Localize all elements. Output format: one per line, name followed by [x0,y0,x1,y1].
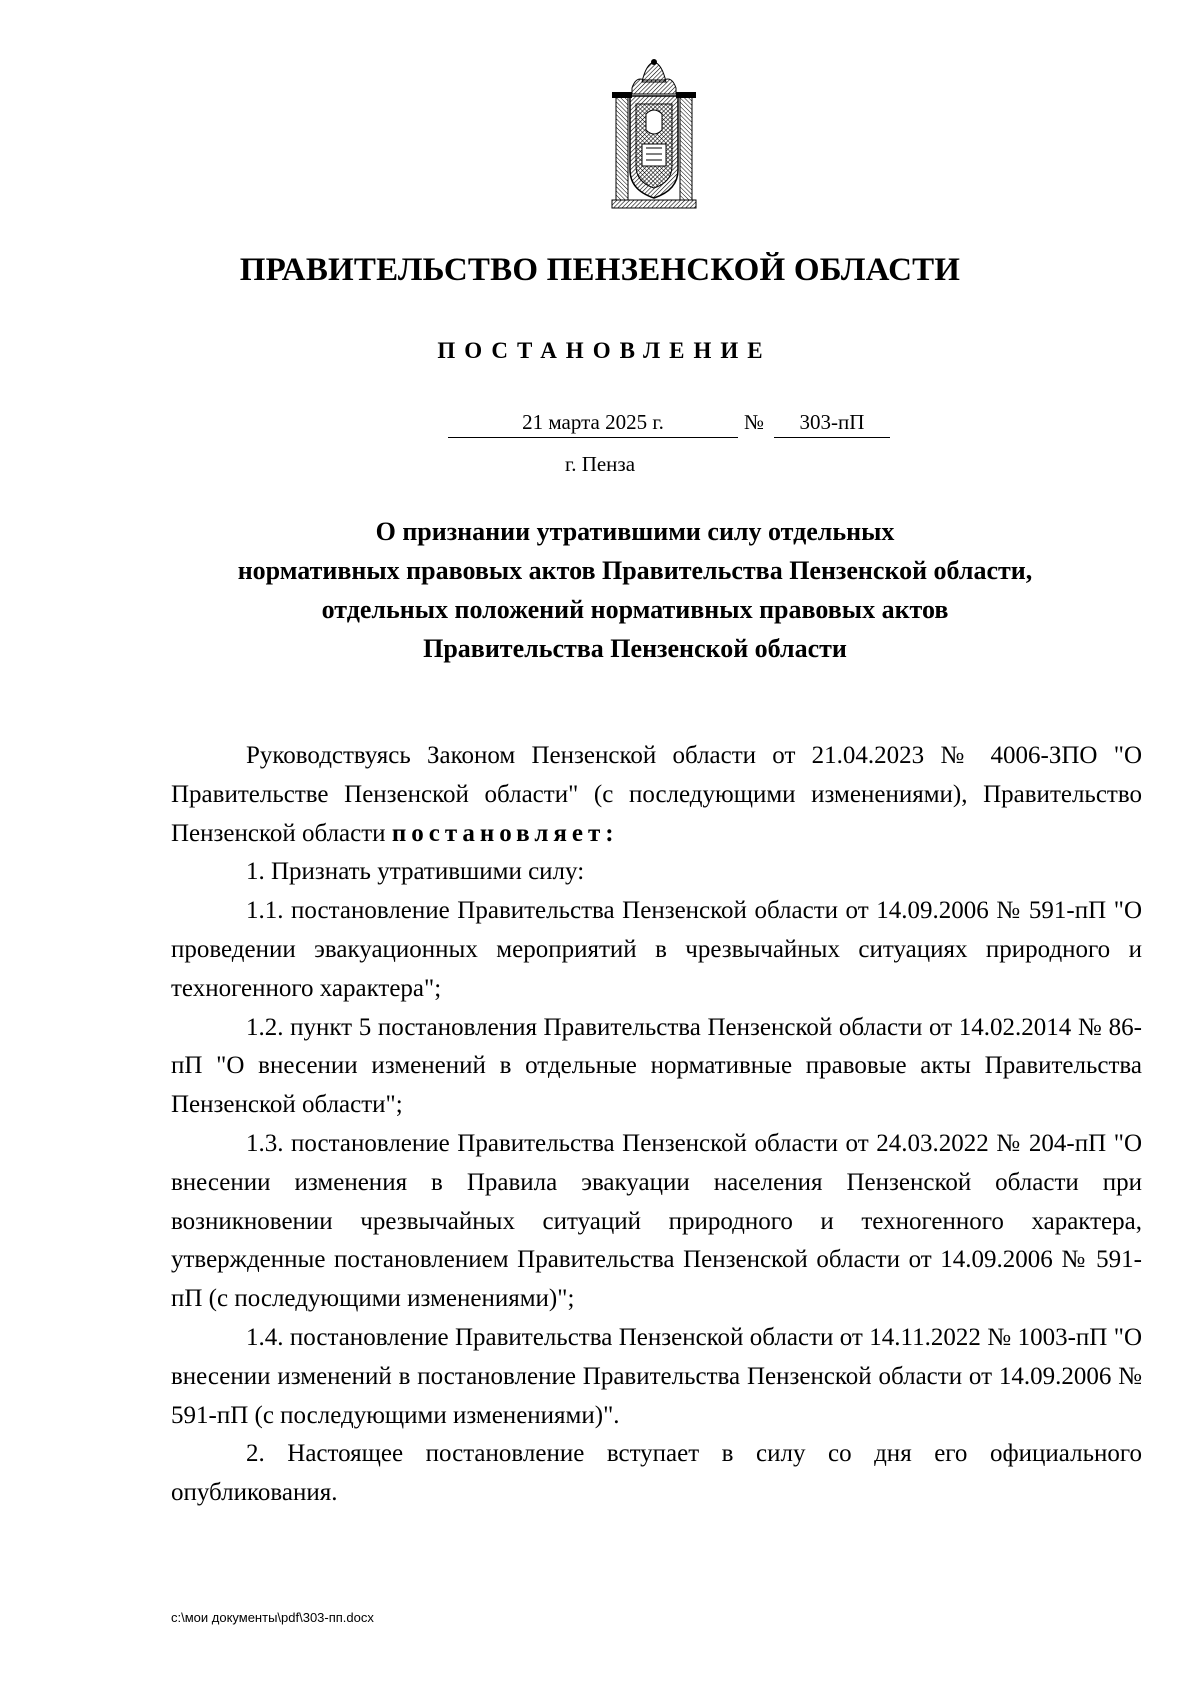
document-date: 21 марта 2025 г. [448,410,738,438]
preamble-paragraph [171,737,1142,853]
clause-1: 1. Признать утратившими силу: [246,858,585,886]
clause-1-4: 1.4. постановление Правительства Пензенской области от 14.11.2022 № 1003-пП "О внесении изменений в постановление Правительства Пензенской области от 14.09.2006 № 591-пП (с последующими изменениями)". [171,1323,1142,1429]
preamble-text: Руководствуясь Законом Пензенской области от 21.04.2023 № 4006-ЗПО "О Правительстве Пензенской области" (с последующими изменениями), Правительство Пензенской области [171,742,1142,847]
subject-line: нормативных правовых актов Правительства Пензенской области, [237,556,1033,585]
number-sign: № [744,410,765,434]
file-path-footer: c:\мои документы\pdf\303-пп.docx [171,1610,374,1625]
clause-1-1: 1.1. постановление Правительства Пензенской области от 14.09.2006 № 591-пП "О проведении эвакуационных мероприятий в чрезвычайных ситуациях природного и техногенного характера"; [171,897,1142,1002]
coat-of-arms-icon [606,58,702,212]
document-number: 303-пП [774,410,890,438]
subject-line: отдельных положений нормативных правовых актов [321,595,949,624]
resolves-word: постановляет: [391,819,619,847]
clause-2: 2. Настоящее постановление вступает в силу со дня его официального опубликования. [171,1440,1142,1507]
document-city: г. Пенза [564,452,636,476]
clause-1-3: 1.3. постановление Правительства Пензенской области от 24.03.2022 № 204-пП "О внесении изменения в Правила эвакуации населения Пензенской области при возникновении чрезвычайных ситуаций природного и техногенного характера, утвержденные постановлением Правительства Пензенской области от 14.09.2006 № 591-пП (с последующими изменениями)"; [171,1129,1142,1313]
government-title: ПРАВИТЕЛЬСТВО ПЕНЗЕНСКОЙ ОБЛАСТИ [239,252,961,288]
subject-line: Правительства Пензенской области [423,634,847,663]
document-type: ПОСТАНОВЛЕНИЕ [437,338,772,363]
clause-1-2: 1.2. пункт 5 постановления Правительства Пензенской области от 14.02.2014 № 86-пП "О внесении изменений в отдельные нормативные правовые акты Правительства Пензенской области"; [171,1013,1142,1119]
document-body [171,737,1142,1513]
document-subject [150,512,1120,668]
subject-line: О признании утратившими силу отдельных [375,517,895,546]
